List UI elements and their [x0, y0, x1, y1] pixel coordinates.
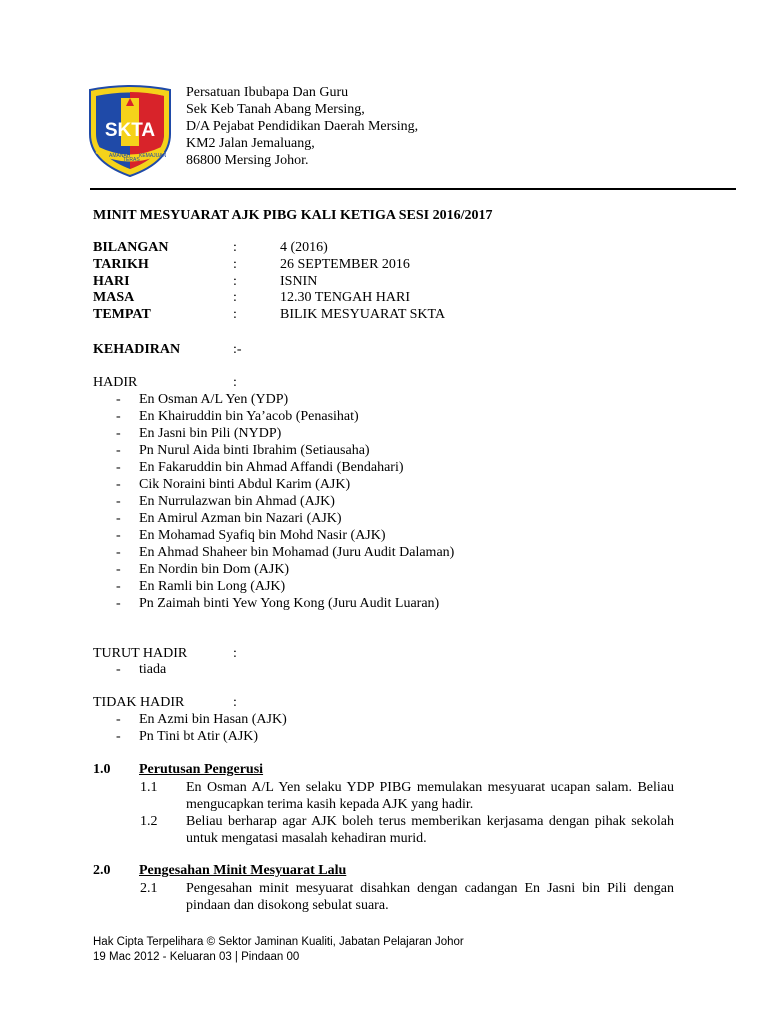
present-heading: [93, 375, 237, 391]
item-text: Pengesahan minit mesyuarat disahkan dengan cadangan En Jasni bin Pili dengan pindaan dan disokong sebulat suara.: [186, 881, 674, 913]
list-dash: -: [116, 562, 121, 577]
item-number: 1.1: [140, 780, 158, 795]
present-label: HADIR: [93, 375, 138, 390]
info-separator: :: [233, 290, 237, 306]
info-separator: :: [233, 240, 237, 255]
attendee-name: En Khairuddin bin Ya’acob (Penasihat): [139, 409, 359, 424]
section-title: Pengesahan Minit Mesyuarat Lalu: [139, 863, 347, 878]
info-separator: :: [233, 307, 237, 323]
address-line: Sek Keb Tanah Abang Mersing,: [186, 102, 365, 117]
attendee-name: En Mohamad Syafiq bin Mohd Nasir (AJK): [139, 528, 386, 543]
letterhead-address: [186, 84, 418, 169]
list-dash: -: [116, 729, 121, 744]
section-title: Perutusan Pengerusi: [139, 762, 264, 777]
item-text: Beliau berharap agar AJK boleh terus memberikan kerjasama dengan pihak sekolah untuk mengatasi masalah kehadiran murid.: [186, 814, 674, 846]
attendee-name: Pn Zaimah binti Yew Yong Kong (Juru Audit Luaran): [139, 596, 440, 611]
address-line: D/A Pejabat Pendidikan Daerah Mersing,: [186, 119, 419, 134]
attendee-name: Pn Tini bt Atir (AJK): [139, 729, 259, 744]
list-dash: -: [116, 712, 121, 727]
section-number: 1.0: [93, 762, 111, 777]
absent-separator: :: [233, 695, 237, 710]
header-divider: [90, 188, 736, 190]
list-dash: -: [116, 528, 121, 543]
list-dash: -: [116, 426, 121, 441]
info-key: TEMPAT: [93, 307, 151, 323]
info-value: 12.30 TENGAH HARI: [280, 290, 411, 306]
footer-revision: 19 Mac 2012 - Keluaran 03 | Pindaan 00: [93, 951, 300, 963]
list-dash: -: [116, 494, 121, 509]
attendee-name: En Nurrulazwan bin Ahmad (AJK): [139, 494, 335, 509]
attendance-heading: [93, 342, 242, 358]
info-key: MASA: [93, 290, 135, 306]
attendee-name: En Amirul Azman bin Nazari (AJK): [139, 511, 342, 526]
section-number: 2.0: [93, 863, 111, 878]
address-line: Persatuan Ibubapa Dan Guru: [186, 85, 349, 100]
item-text: En Osman A/L Yen selaku YDP PIBG memulakan mesyuarat ucapan salam. Beliau mengucapkan terima kasih kepada AJK yang hadir.: [186, 780, 674, 812]
list-dash: -: [116, 409, 121, 424]
logo-motto-right: KEMAJUAN: [139, 153, 167, 159]
attendee-name: tiada: [139, 662, 167, 677]
school-logo: [87, 84, 173, 178]
attendance-separator: :-: [233, 342, 242, 357]
item-number: 1.2: [140, 814, 158, 829]
list-dash: -: [116, 545, 121, 560]
list-dash: -: [116, 443, 121, 458]
address-line: 86800 Mersing Johor.: [186, 153, 309, 168]
attendee-name: En Ahmad Shaheer bin Mohamad (Juru Audit Dalaman): [139, 545, 455, 560]
also-present-heading: [93, 646, 237, 662]
address-line: KM2 Jalan Jemaluang,: [186, 136, 315, 151]
list-dash: -: [116, 511, 121, 526]
list-dash: -: [116, 392, 121, 407]
attendee-name: En Ramli bin Long (AJK): [139, 579, 286, 594]
info-value: 4 (2016): [280, 240, 328, 255]
info-separator: :: [233, 256, 237, 272]
info-separator: :: [233, 273, 237, 289]
info-key: HARI: [93, 273, 130, 289]
present-separator: :: [233, 375, 237, 390]
attendee-name: Cik Noraini binti Abdul Karim (AJK): [139, 477, 351, 492]
footer-copyright: Hak Cipta Terpelihara © Sektor Jaminan Kualiti, Jabatan Pelajaran Johor: [93, 936, 464, 948]
list-dash: -: [116, 477, 121, 492]
attendee-name: En Azmi bin Hasan (AJK): [139, 712, 287, 727]
logo-motto-left: AMANAH: [109, 153, 131, 159]
list-dash: -: [116, 460, 121, 475]
logo-motto-mid: TERAS: [123, 157, 140, 163]
info-value: ISNIN: [280, 273, 318, 289]
list-dash: -: [116, 662, 121, 677]
absent-label: TIDAK HADIR: [93, 695, 185, 710]
absent-heading: [93, 695, 237, 711]
attendee-name: En Nordin bin Dom (AJK): [139, 562, 290, 577]
attendee-name: En Jasni bin Pili (NYDP): [139, 426, 282, 441]
attendance-label: KEHADIRAN: [93, 342, 181, 357]
info-value: 26 SEPTEMBER 2016: [280, 256, 410, 272]
info-value: BILIK MESYUARAT SKTA: [280, 307, 446, 323]
info-key: TARIKH: [93, 256, 149, 272]
attendee-name: En Fakaruddin bin Ahmad Affandi (Bendahari): [139, 460, 404, 475]
page-footer: [93, 935, 464, 965]
also-present-label: TURUT HADIR: [93, 646, 188, 661]
info-key: BILANGAN: [93, 240, 169, 255]
also-present-separator: :: [233, 646, 237, 661]
list-dash: -: [116, 596, 121, 611]
item-number: 2.1: [140, 881, 158, 896]
document-title: MINIT MESYUARAT AJK PIBG KALI KETIGA SESI 2016/2017: [93, 208, 493, 223]
attendee-name: Pn Nurul Aida binti Ibrahim (Setiausaha): [139, 443, 370, 458]
attendee-name: En Osman A/L Yen (YDP): [139, 392, 289, 407]
logo-text: SKTA: [104, 120, 156, 141]
list-dash: -: [116, 579, 121, 594]
